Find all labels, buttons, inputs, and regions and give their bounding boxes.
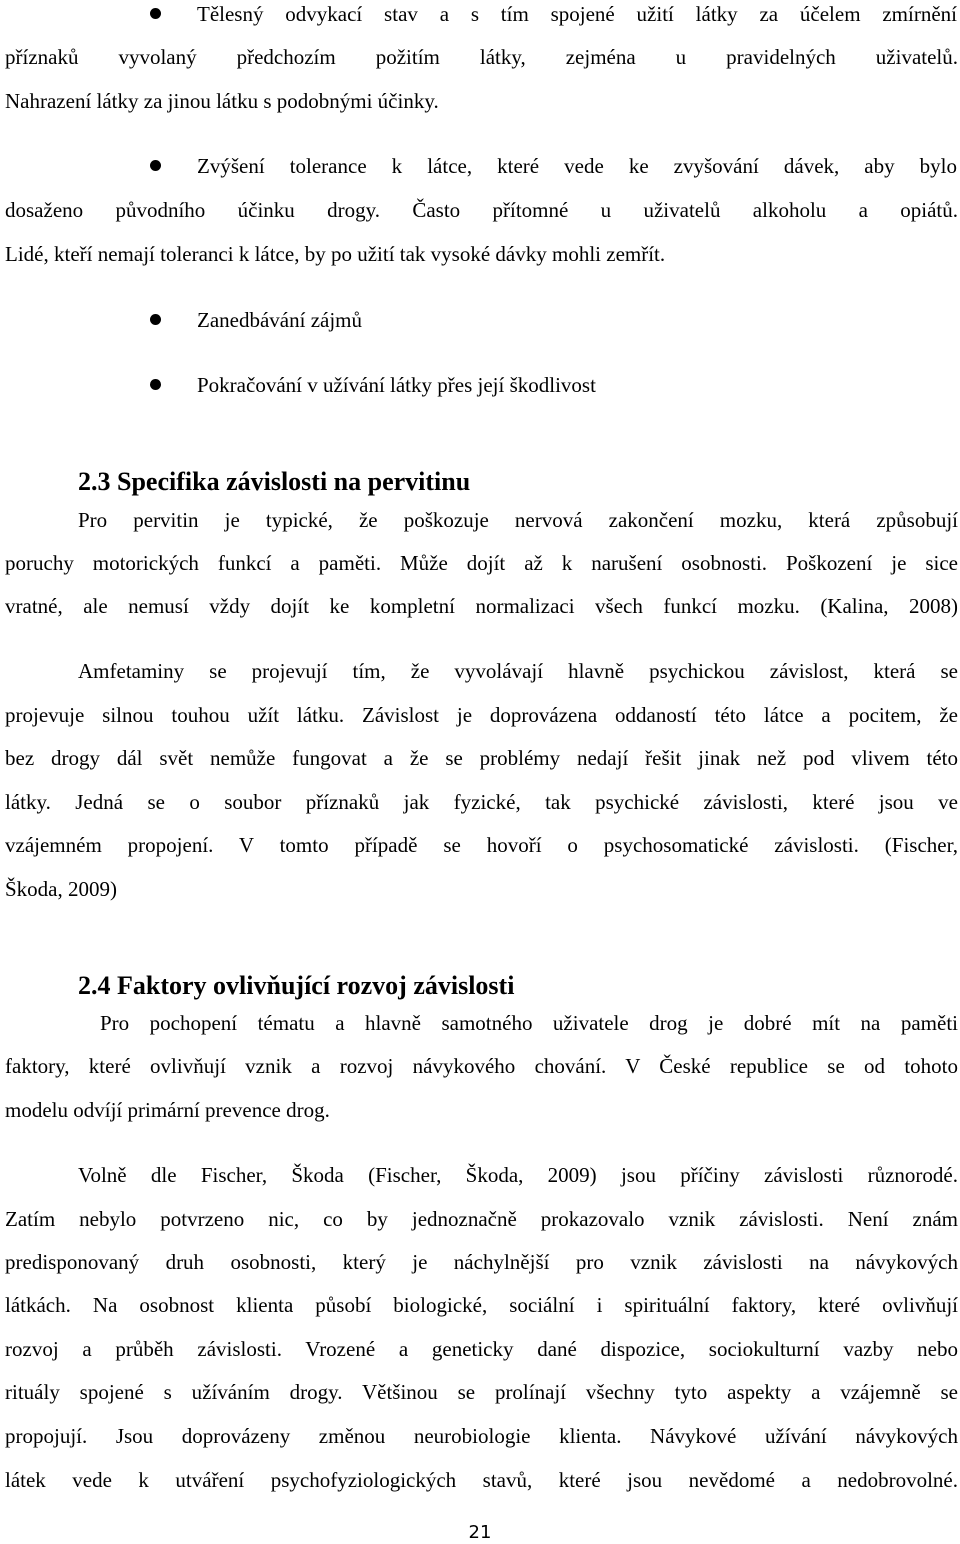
paragraph-line: vratné, ale nemusí vždy dojít ke kompletní normalizaci všech funkcí mozku. (Kalina, 2008) <box>5 594 958 618</box>
bullet-continuation-line: Lidé, kteří nemají toleranci k látce, by po užití tak vysoké dávky mohli zemřít. <box>5 242 666 266</box>
paragraph-line: látek vede k utváření psychofyziologických stavů, které jsou nevědomé a nedobrovolné. <box>5 1468 958 1492</box>
list-item <box>0 371 960 399</box>
paragraph-line: látky. Jedná se o soubor příznaků jak fyzické, tak psychické závislosti, které jsou ve <box>5 790 958 814</box>
bullet-continuation-line: Nahrazení látky za jinou látku s podobnými účinky. <box>5 89 439 113</box>
paragraph-line: rituály spojené s užíváním drogy. Většinou se prolínají všechny tyto aspekty a vzájemně se <box>5 1380 958 1404</box>
paragraph-line: Škoda, 2009) <box>5 877 117 901</box>
paragraph-line: Zatím nebylo potvrzeno nic, co by jednoznačně prokazovalo vznik závislosti. Není znám <box>5 1207 958 1231</box>
paragraph-line: Pro pochopení tématu a hlavně samotného uživatele drog je dobré mít na paměti <box>100 1011 958 1035</box>
bullet-text: Tělesný odvykací stav a s tím spojené užití látky za účelem zmírnění <box>197 2 957 26</box>
paragraph-line: vzájemném propojení. V tomto případě se hovoří o psychosomatické závislosti. (Fischer, <box>5 833 958 857</box>
list-item <box>0 0 960 28</box>
bullet-icon <box>150 379 161 390</box>
bullet-text: Zanedbávání zájmů <box>197 308 363 332</box>
bullet-text: Zvýšení tolerance k látce, které vede ke zvyšování dávek, aby bylo <box>197 154 957 178</box>
paragraph-line: Pro pervitin je typické, že poškozuje nervová zakončení mozku, která způsobují <box>78 508 958 532</box>
paragraph-line: faktory, které ovlivňují vznik a rozvoj návykového chování. V České republice se od tohoto <box>5 1054 958 1078</box>
paragraph-line: propojují. Jsou doprovázeny změnou neurobiologie klienta. Návykové užívání návykových <box>5 1424 958 1448</box>
section-heading: 2.4 Faktory ovlivňující rozvoj závislosti <box>78 971 515 1000</box>
page-number: 21 <box>468 1522 492 1543</box>
bullet-continuation-line: příznaků vyvolaný předchozím požitím látky, zejména u pravidelných uživatelů. <box>5 45 958 69</box>
paragraph-line: rozvoj a průběh závislosti. Vrozené a geneticky dané dispozice, sociokulturní vazby nebo <box>5 1337 958 1361</box>
paragraph-line: bez drogy dál svět nemůže fungovat a že se problémy nedají řešit jinak než pod vlivem této <box>5 746 958 770</box>
paragraph-line: poruchy motorických funkcí a paměti. Může dojít až k narušení osobnosti. Poškození je sice <box>5 551 958 575</box>
list-item <box>0 306 960 334</box>
paragraph-line: predisponovaný druh osobnosti, který je náchylnější pro vznik závislosti na návykových <box>5 1250 958 1274</box>
bullet-continuation-line: dosaženo původního účinku drogy. Často přítomné u uživatelů alkoholu a opiátů. <box>5 198 958 222</box>
section-heading: 2.3 Specifika závislosti na pervitinu <box>78 467 471 496</box>
bullet-text: Pokračování v užívání látky přes její škodlivost <box>197 373 596 397</box>
bullet-icon <box>150 314 161 325</box>
paragraph-line: modelu odvíjí primární prevence drog. <box>5 1098 330 1122</box>
paragraph-line: Volně dle Fischer, Škoda (Fischer, Škoda, 2009) jsou příčiny závislosti různorodé. <box>78 1163 958 1187</box>
paragraph-line: Amfetaminy se projevují tím, že vyvolávají hlavně psychickou závislost, která se <box>78 659 958 683</box>
list-item <box>0 152 960 180</box>
bullet-icon <box>150 8 161 19</box>
paragraph-line: projevuje silnou touhou užít látku. Závislost je doprovázena oddaností této látce a pocitem, že <box>5 703 958 727</box>
paragraph-line: látkách. Na osobnost klienta působí biologické, sociální i spirituální faktory, které ovlivňují <box>5 1293 958 1317</box>
bullet-icon <box>150 160 161 171</box>
